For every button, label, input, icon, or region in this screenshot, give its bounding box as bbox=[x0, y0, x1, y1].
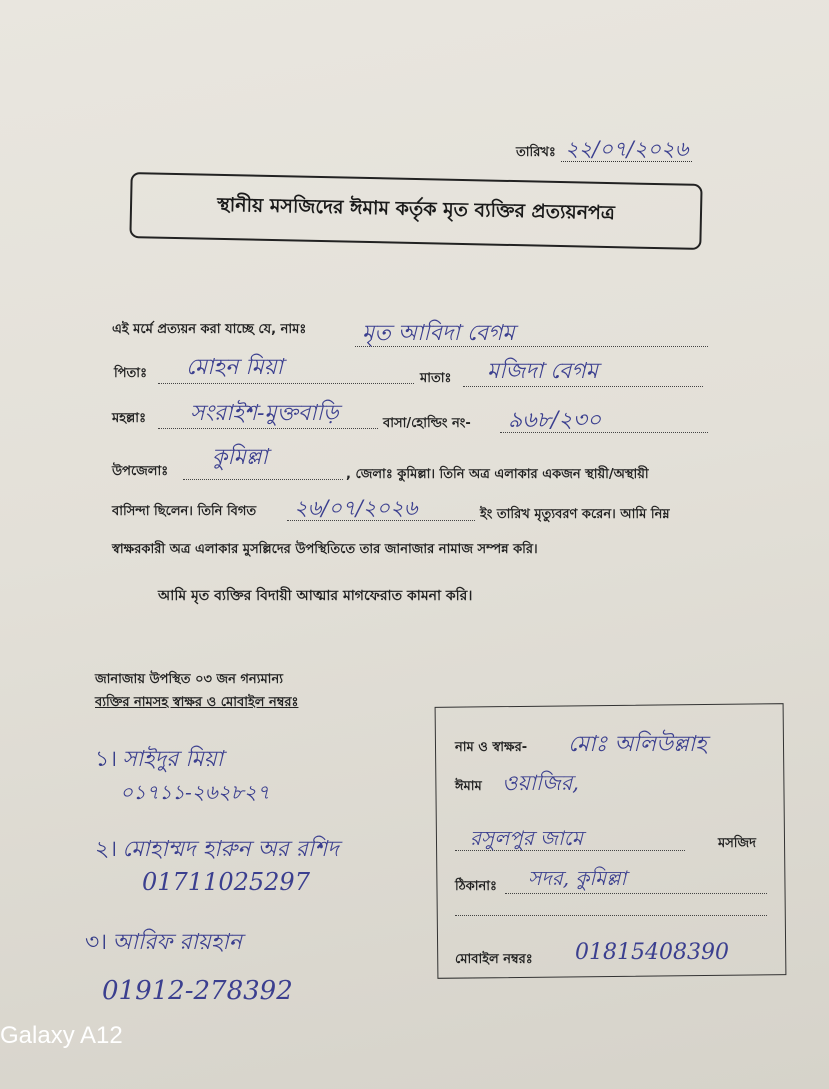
address-dotline-2 bbox=[455, 915, 767, 916]
mobile-value: 01815408390 bbox=[575, 940, 729, 965]
witness-name: আরিফ রায়হান bbox=[112, 930, 242, 955]
address-label: ঠিকানাঃ bbox=[455, 879, 497, 894]
death-suffix: ইং তারিখ মৃত্যুবরণ করেন। আমি নিম্ন bbox=[480, 507, 670, 522]
witness-phone: 01912-278392 bbox=[102, 976, 293, 1006]
prayer-text: আমি মৃত ব্যক্তির বিদায়ী আত্মার মাগফেরাত কামনা করি। bbox=[158, 588, 473, 604]
witness-heading-1: জানাজায় উপস্থিত ০৩ জন গন্যমান্য bbox=[95, 672, 283, 687]
name-value: মৃত আবিদা বেগম bbox=[362, 321, 515, 346]
death-date-value: ২৬/০৭/২০২৬ bbox=[294, 496, 418, 520]
upazila-value: কুমিল্লা bbox=[212, 445, 268, 470]
page-title: স্থানীয় মসজিদের ঈমাম কর্তৃক মৃত ব্যক্তির প্রত্যয়নপত্র bbox=[216, 193, 616, 225]
name-row bbox=[112, 318, 306, 341]
janaza-text: স্বাক্ষরকারী অত্র এলাকার মুসল্লিদের উপস্থিতিতে তার জানাজার নামাজ সম্পন্ন করি। bbox=[112, 542, 538, 557]
imam-label: ঈমাম bbox=[455, 779, 482, 794]
mosque-value: রসুলপুর জামে bbox=[470, 826, 583, 850]
holding-value: ৯৬৮/২৩০ bbox=[508, 408, 602, 433]
mosque-suffix: মসজিদ bbox=[718, 836, 756, 851]
certify-text: এই মর্মে প্রত্যয়ন করা যাচ্ছে যে, নামঃ bbox=[112, 322, 307, 337]
witness-item bbox=[95, 832, 339, 869]
witness-item bbox=[95, 742, 223, 779]
witness-item bbox=[85, 925, 242, 962]
resident-type: স্থায়ী/অস্থায়ী bbox=[585, 467, 649, 482]
witness-number: ১। bbox=[95, 747, 118, 772]
father-label: পিতাঃ bbox=[114, 366, 147, 381]
witness-heading-2: ব্যক্তির নামসহ স্বাক্ষর ও মোবাইল নম্বরঃ bbox=[95, 695, 299, 710]
mobile-label: মোবাইল নম্বরঃ bbox=[455, 952, 533, 967]
resident-text: বাসিন্দা ছিলেন। তিনি বিগত bbox=[112, 504, 257, 519]
imam-name-label: নাম ও স্বাক্ষর- bbox=[455, 740, 528, 755]
district-text: , জেলাঃ কুমিল্লা। তিনি অত্র এলাকার একজন স্থায়ী/অস্থায়ী bbox=[346, 467, 649, 482]
father-value: মোহন মিয়া bbox=[186, 355, 284, 380]
witness-name: সাইদুর মিয়া bbox=[122, 747, 224, 772]
witness-phone: ০১৭১১-২৬২৮২৭ bbox=[120, 780, 270, 804]
imam-value: ওয়াজির, bbox=[502, 771, 579, 795]
date-value: ২২/০৭/২০২৬ bbox=[561, 137, 692, 162]
holding-label: বাসা/হোল্ডিং নং- bbox=[383, 416, 471, 431]
witness-number: ২। bbox=[95, 837, 118, 862]
title-box bbox=[129, 172, 702, 250]
area-value: সংরাইশ-মুক্তবাড়ি bbox=[190, 401, 339, 426]
witness-phone: 01711025297 bbox=[142, 868, 310, 896]
upazila-label: উপজেলাঃ bbox=[112, 464, 169, 479]
camera-watermark: Galaxy A12 bbox=[0, 1022, 123, 1049]
upazila-dotline bbox=[183, 479, 343, 480]
date-label: তারিখঃ bbox=[516, 145, 556, 160]
mother-label: মাতাঃ bbox=[420, 371, 452, 386]
area-label: মহল্লাঃ bbox=[112, 411, 146, 426]
date-row bbox=[516, 133, 692, 168]
district-text-inner: জেলাঃ কুমিল্লা। তিনি অত্র এলাকার একজন bbox=[355, 467, 581, 482]
witness-name: মোহাম্মদ হারুন অর রশিদ bbox=[122, 837, 339, 862]
mother-value: মজিদা বেগম bbox=[487, 359, 598, 384]
address-value: সদর, কুমিল্লা bbox=[528, 866, 627, 890]
witness-number: ৩। bbox=[85, 930, 108, 955]
imam-signature: মোঃ অলিউল্লাহ bbox=[568, 732, 707, 757]
